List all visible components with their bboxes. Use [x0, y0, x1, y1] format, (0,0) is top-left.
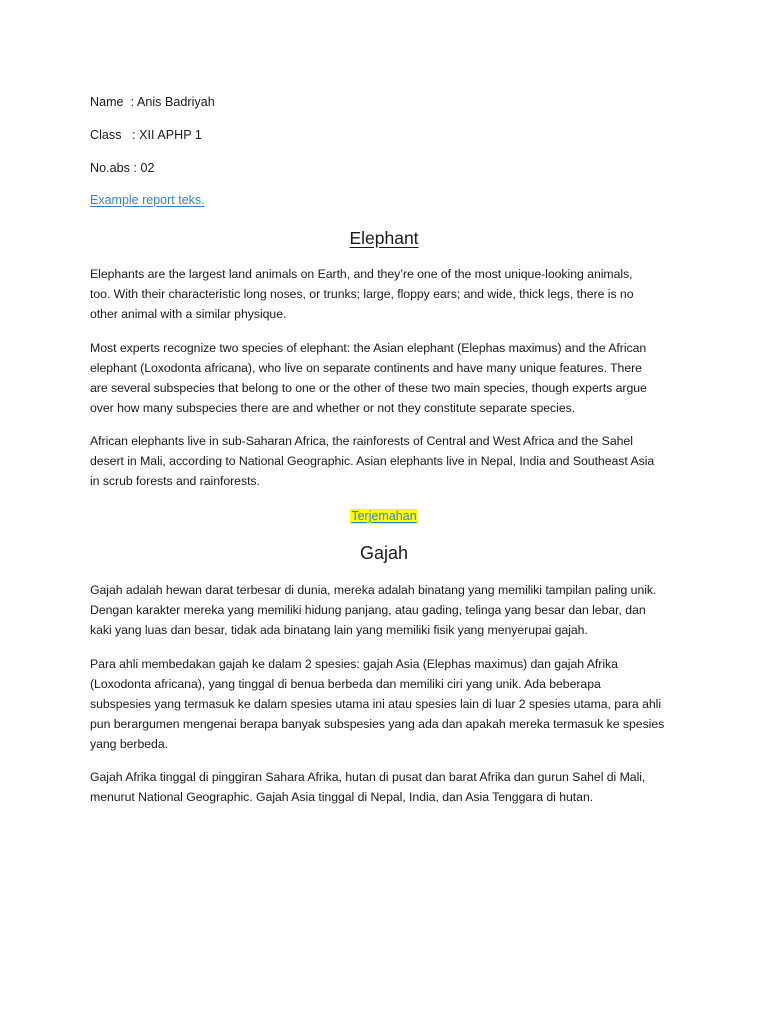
text-line: Gajah Afrika tinggal di pinggiran Sahara Afrika, hutan di pusat dan barat Afrika dan gurun Sahel di Mali,: [90, 770, 646, 784]
text-line: African elephants live in sub-Saharan Africa, the rainforests of Central and West Africa and the Sahel: [90, 434, 633, 448]
indonesian-paragraph-3: [90, 767, 690, 807]
text-line: (Loxodonta africana), yang tinggal di benua berbeda dan memiliki ciri yang unik. Ada beberapa: [90, 677, 601, 691]
text-line: over how many subspecies there are and whether or not they constitute separate species.: [90, 401, 576, 415]
indonesian-title: Gajah: [359, 543, 409, 563]
text-line: desert in Mali, according to National Geographic. Asian elephants live in Nepal, India and Southeast Asia: [90, 454, 655, 468]
text-line: subspesies yang termasuk ke dalam spesies utama ini atau spesies lain di luar 2 spesies utama, para ahli: [90, 697, 662, 711]
student-number-line: No.abs : 02: [90, 161, 155, 175]
translation-heading: [90, 507, 678, 525]
text-line: other animal with a similar physique.: [90, 307, 287, 321]
english-paragraph-1: [90, 264, 690, 324]
text-line: Gajah adalah hewan darat terbesar di dunia, mereka adalah binatang yang memiliki tampilan paling unik.: [90, 583, 657, 597]
english-paragraph-3: [90, 431, 690, 491]
student-class-line: Class : XII APHP 1: [90, 128, 202, 142]
translation-link[interactable]: Terjemahan: [351, 509, 417, 523]
text-line: Most experts recognize two species of elephant: the Asian elephant (Elephas maximus) and the African: [90, 341, 647, 355]
text-line: too. With their characteristic long noses, or trunks; large, floppy ears; and wide, thick legs, there is no: [90, 287, 634, 301]
english-paragraph-2: [90, 338, 690, 418]
text-line: menurut National Geographic. Gajah Asia tinggal di Nepal, India, dan Asia Tenggara di hutan.: [90, 790, 594, 804]
example-report-link[interactable]: Example report teks.: [90, 193, 205, 207]
indonesian-paragraph-2: [90, 654, 690, 754]
text-line: Para ahli membedakan gajah ke dalam 2 spesies: gajah Asia (Elephas maximus) dan gajah Afrika: [90, 657, 618, 671]
text-line: Elephants are the largest land animals on Earth, and they’re one of the most unique-looking animals,: [90, 267, 633, 281]
text-line: pun berargumen mengenai berapa banyak subspesies yang ada dan apakah mereka termasuk ke spesies: [90, 717, 665, 731]
text-line: kaki yang luas dan besar, tidak ada binatang lain yang memiliki fisik yang menyerupai gajah.: [90, 623, 588, 637]
text-line: are several subspecies that belong to one or the other of these two main species, though experts argue: [90, 381, 647, 395]
english-title: Elephant: [349, 228, 419, 248]
text-line: elephant (Loxodonta africana), who live on separate continents and have many unique features. There: [90, 361, 642, 375]
indonesian-paragraph-1: [90, 580, 690, 640]
student-name-line: Name : Anis Badriyah: [90, 95, 215, 109]
text-line: yang berbeda.: [90, 737, 168, 751]
text-line: Dengan karakter mereka yang memiliki hidung panjang, atau gading, telinga yang besar dan lebar, dan: [90, 603, 646, 617]
text-line: in scrub forests and rainforests.: [90, 474, 260, 488]
